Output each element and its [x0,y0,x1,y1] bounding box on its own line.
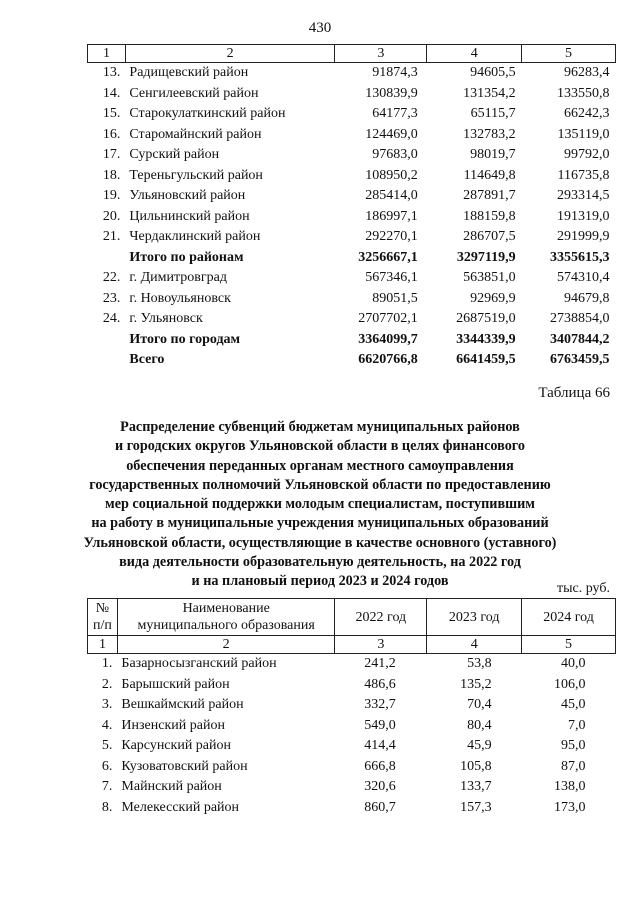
value-2022: 124469,0 [365,126,418,142]
table-row [88,695,616,716]
value-2023: 94605,5 [470,65,516,81]
value-2023: 53,8 [467,656,492,672]
municipality-name: г. Ульяновск [129,311,203,327]
table-row [88,736,616,757]
value-2024: 293314,5 [557,188,610,204]
value-2024: 66242,3 [564,106,610,122]
column-number: 1 [88,636,118,654]
value-2022: 2707702,1 [358,311,418,327]
value-2023: 3344339,9 [456,331,516,347]
value-2023: 132783,2 [463,126,516,142]
table-row [88,63,616,84]
row-number: 3. [101,697,113,713]
column-number: 2 [125,45,335,63]
total-row [88,330,616,351]
value-2024: 95,0 [561,738,586,754]
value-2024: 99792,0 [564,147,610,163]
row-number: 24. [102,311,121,327]
value-2022: 97683,0 [372,147,418,163]
value-2023: 80,4 [467,717,492,733]
column-number: 1 [88,45,126,63]
value-2022: 89051,5 [372,290,418,306]
municipality-name: Мелекесский район [121,799,240,815]
municipality-name: Итого по районам [129,249,244,265]
row-number: 19. [102,188,121,204]
title-line: государственных полномочий Ульяновской области по предоставлению [89,476,551,493]
value-2023: 157,3 [460,799,492,815]
table-row [88,309,616,330]
title-line: обеспечения переданных органам местного самоуправления [126,457,514,474]
municipality-name: Сурский район [129,147,220,163]
value-2024: 133550,8 [557,85,610,101]
row-number [88,248,126,269]
name-column-header: Наименование муниципального образования [117,599,335,636]
row-number: 13. [102,65,121,81]
municipality-name: Цильнинский район [129,208,250,224]
title-line: вида деятельности образовательную деятельность, на 2022 год [119,554,521,571]
table-row [88,716,616,737]
municipality-name: Радищевский район [129,65,249,81]
value-2024: 94679,8 [564,290,610,306]
table-row [88,125,616,146]
value-2023: 114649,8 [463,167,516,183]
value-2022: 666,8 [364,758,396,774]
number-column-header: № п/п [88,599,118,636]
value-2023: 188159,8 [463,208,516,224]
municipality-name: Барышский район [121,676,230,692]
value-2022: 320,6 [364,779,396,795]
row-number: 23. [102,290,121,306]
value-2024: 173,0 [554,799,586,815]
row-number: 18. [102,167,121,183]
municipality-name: Майнский район [121,779,222,795]
table-row [88,654,616,675]
row-number: 1. [101,656,113,672]
value-2023: 6641459,5 [456,352,516,368]
table-row [88,166,616,187]
value-2023: 105,8 [460,758,492,774]
municipality-name: Ульяновский район [129,188,246,204]
column-number: 4 [427,45,522,63]
table-header-row [88,599,616,636]
municipality-name: Итого по городам [129,331,241,347]
value-2024: 40,0 [561,656,586,672]
value-2024: 291999,9 [557,229,610,245]
value-2023: 70,4 [467,697,492,713]
row-number: 22. [102,270,121,286]
title-line: Распределение субвенций бюджетам муниципальных районов [120,419,520,435]
municipality-name: Кузоватовский район [121,758,248,774]
table-row [88,757,616,778]
title-line: и городских округов Ульяновской области в целях финансового [115,438,525,455]
year-2023-header: 2023 год [427,599,522,636]
row-number: 8. [101,799,113,815]
value-2023: 45,9 [467,738,492,754]
value-2024: 3407844,2 [550,331,610,347]
row-number: 21. [102,229,121,245]
value-2024: 87,0 [561,758,586,774]
value-2023: 98019,7 [470,147,516,163]
table-label: Таблица 66 [538,385,610,401]
table-row [88,268,616,289]
row-number [88,350,126,371]
value-2022: 3364099,7 [358,331,418,347]
value-2024: 106,0 [554,676,586,692]
municipality-name: Сенгилеевский район [129,85,259,101]
value-2022: 3256667,1 [358,249,418,265]
value-2023: 135,2 [460,676,492,692]
column-number: 3 [335,636,427,654]
value-2024: 7,0 [568,717,586,733]
page-number: 430 [308,20,332,36]
value-2024: 45,0 [561,697,586,713]
table-row [88,104,616,125]
table-row [88,777,616,798]
municipality-name: Всего [129,352,165,368]
row-number: 17. [102,147,121,163]
value-2022: 414,4 [364,738,396,754]
municipality-name: Вешкаймский район [121,697,244,713]
table-row [88,227,616,248]
table-row [88,207,616,228]
row-number: 15. [102,106,121,122]
total-row [88,350,616,371]
value-2022: 130839,9 [365,85,418,101]
value-2022: 241,2 [364,656,396,672]
table-row [88,145,616,166]
row-number: 20. [102,208,121,224]
table-row [88,289,616,310]
table-row [88,186,616,207]
units-label: тыс. руб. [557,581,610,596]
value-2023: 133,7 [460,779,492,795]
year-2024-header: 2024 год [522,599,616,636]
municipality-name: Базарносызганский район [121,656,277,672]
total-row [88,248,616,269]
value-2024: 191319,0 [557,208,610,224]
value-2024: 96283,4 [564,65,610,81]
title-line: Ульяновской области, осуществляющие в качестве основного (уставного) [83,534,557,551]
title-line: на работу в муниципальные учреждения муниципальных образований [91,515,549,532]
column-number: 2 [117,636,335,654]
value-2022: 860,7 [364,799,396,815]
municipality-name: Старокулаткинский район [129,106,286,122]
row-number: 5. [101,738,113,754]
value-2022: 91874,3 [372,65,418,81]
value-2022: 486,6 [364,676,396,692]
value-2024: 135119,0 [557,126,610,142]
value-2022: 6620766,8 [358,352,418,368]
table-row [88,675,616,696]
value-2022: 567346,1 [365,270,418,286]
table-row [88,84,616,105]
value-2022: 64177,3 [372,106,418,122]
subvention-distribution-table [87,598,616,818]
value-2023: 286707,5 [463,229,516,245]
value-2022: 108950,2 [365,167,418,183]
year-2022-header: 2022 год [335,599,427,636]
row-number: 7. [101,779,113,795]
row-number [88,330,126,351]
value-2023: 65115,7 [470,106,516,122]
column-number: 5 [522,45,616,63]
value-2023: 131354,2 [463,85,516,101]
value-2022: 292270,1 [365,229,418,245]
value-2024: 3355615,3 [550,249,610,265]
value-2023: 563851,0 [463,270,516,286]
column-number-row [88,45,616,63]
value-2023: 2687519,0 [456,311,516,327]
value-2023: 3297119,9 [456,249,516,265]
row-number: 16. [102,126,121,142]
column-number: 4 [427,636,522,654]
table-title [40,418,600,592]
municipality-name: Карсунский район [121,738,232,754]
municipality-name: Чердаклинский район [129,229,261,245]
table-row [88,798,616,819]
municipality-name: Тереньгульский район [129,167,263,183]
value-2022: 186997,1 [365,208,418,224]
value-2024: 574310,4 [557,270,610,286]
value-2023: 92969,9 [470,290,516,306]
row-number: 4. [101,717,113,733]
value-2022: 285414,0 [365,188,418,204]
municipality-name: Старомайнский район [129,126,262,142]
municipality-name: г. Новоульяновск [129,290,231,306]
value-2024: 6763459,5 [550,352,610,368]
column-number: 3 [335,45,427,63]
municipality-name: г. Димитровград [129,270,227,286]
subsidy-table-continued [87,44,616,371]
title-line: мер социальной поддержки молодым специалистам, поступившим [105,496,535,513]
value-2022: 332,7 [364,697,396,713]
value-2024: 116735,8 [557,167,610,183]
value-2022: 549,0 [364,717,396,733]
municipality-name: Инзенский район [121,717,225,733]
value-2023: 287891,7 [463,188,516,204]
value-2024: 138,0 [554,779,586,795]
column-number-row [88,636,616,654]
title-line: и на плановый период 2023 и 2024 годов [191,573,449,590]
column-number: 5 [522,636,616,654]
row-number: 6. [101,758,113,774]
row-number: 2. [101,676,113,692]
row-number: 14. [102,85,121,101]
value-2024: 2738854,0 [550,311,610,327]
